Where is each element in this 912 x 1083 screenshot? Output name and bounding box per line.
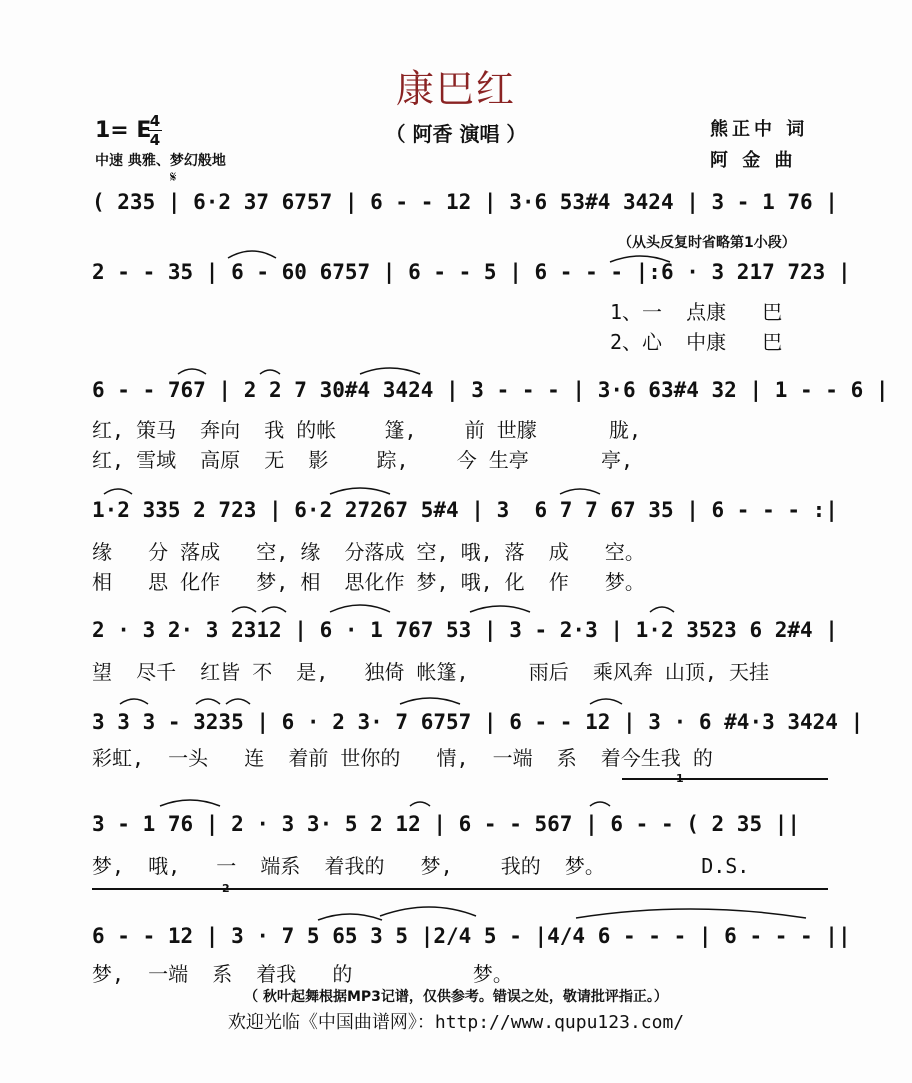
lyricist: 熊正中 词: [710, 119, 809, 140]
meter-top: 4: [149, 112, 161, 130]
volta-number-1: 1: [676, 772, 684, 785]
lyric-line: 红, 策马 奔向 我 的帐 篷, 前 世朦 胧,: [92, 418, 641, 442]
lyric-line: 梦, 哦, 一 端系 着我的 梦, 我的 梦。 D.S.: [92, 854, 750, 878]
notation-row: 2 - - 35 | 6 - 60 6757 | 6 - - 5 | 6 - - - |:6 · 3 217 723 |: [92, 260, 851, 284]
notation-row: 3 3 3 - 3235 | 6 · 2 3· 7 6757 | 6 - - 12 | 3 · 6 #4·3 3424 |: [92, 710, 864, 734]
footer-note: （ 秋叶起舞根据MP3记谱，仅供参考。错误之处，敬请批评指正。）: [244, 989, 668, 1005]
lyric-line: 彩虹, 一头 连 着前 世你的 情, 一端 系 着今生我 的: [92, 746, 713, 770]
lyric-line: 梦, 一端 系 着我 的 梦。: [92, 962, 513, 986]
performer: （ 阿香 演唱 ）: [385, 122, 527, 146]
repeat-note: （从头反复时省略第1小段）: [618, 235, 796, 251]
verse-label: 1、一 点康 巴: [610, 300, 783, 324]
lyric-line: 红, 雪域 高原 无 影 踪, 今 生亭 亭,: [92, 448, 634, 472]
volta-number-2: 2: [222, 882, 230, 895]
footer-site: 欢迎光临《中国曲谱网》：http://www.qupu123.com/: [227, 1012, 685, 1033]
notation-row: 1·2 335 2 723 | 6·2 27267 5#4 | 3 6 7 7 67 35 | 6 - - - :|: [92, 498, 838, 522]
verse-label: 2、心 中康 巴: [610, 330, 783, 354]
notation-row: 3 - 1 76 | 2 · 3 3· 5 2 12 | 6 - - 567 | 6 - - ( 2 35 ||: [92, 812, 801, 836]
lyric-line: 缘 分 落成 空, 缘 分落成 空, 哦, 落 成 空。: [92, 540, 645, 564]
tempo-marking: 中速 典雅、梦幻般地: [95, 153, 226, 169]
meter-bottom: 4: [149, 131, 161, 149]
composer: 阿 金 曲: [710, 150, 797, 171]
notation-row: 6 - - 767 | 2 2 7 30#4 3424 | 3 - - - | 3·6 63#4 32 | 1 - - 6 |: [92, 378, 889, 402]
notation-row: 6 - - 12 | 3 · 7 5 65 3 5 |2/4 5 - |4/4 6 - - - | 6 - - - ||: [92, 924, 851, 948]
key-signature: 1= E: [95, 118, 152, 143]
segno-icon: 𝄋: [170, 168, 177, 186]
notation-row: ( 235 | 6·2 37 6757 | 6 - - 12 | 3·6 53#4 3424 | 3 - 1 76 |: [92, 190, 838, 214]
notation-row: 2 · 3 2· 3 2312 | 6 · 1 767 53 | 3 - 2·3 | 1·2 3523 6 2#4 |: [92, 618, 838, 642]
lyric-line: 望 尽千 红皆 不 是, 独倚 帐篷, 雨后 乘风奔 山顶, 天挂: [92, 660, 769, 684]
song-title: 康巴红: [395, 67, 516, 111]
lyric-line: 相 思 化作 梦, 相 思化作 梦, 哦, 化 作 梦。: [92, 570, 645, 594]
